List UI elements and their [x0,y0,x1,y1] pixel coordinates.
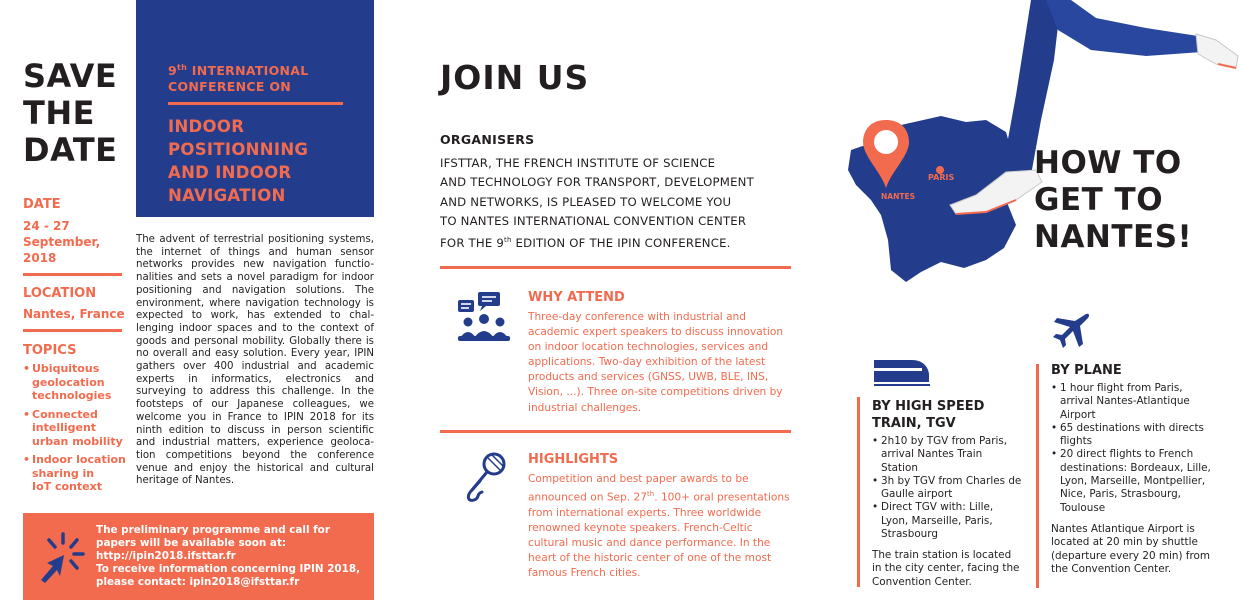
topic-item [23,453,129,494]
date-value [23,218,100,266]
save-word: SAVE [23,57,118,95]
how-to-get-heading [1034,145,1192,256]
how-to-line: GET TO [1034,182,1164,218]
date-line: September, [23,235,101,249]
date-line: 2018 [23,251,57,265]
organisers-line [440,231,792,253]
title-line: INDOOR [168,117,245,136]
organisers-text [440,154,792,253]
paris-label: PARIS [928,173,955,182]
organisers-fragment: FOR THE 9 [440,236,505,251]
programme-line: To receive information concerning IPIN 2018, [96,562,361,575]
programme-url[interactable]: http://ipin2018.ifsttar.fr [96,549,236,562]
train-heading [872,398,1022,432]
cursor-click-icon [33,530,88,585]
location-value: Nantes, France [23,307,125,321]
topic-item [23,362,129,403]
topic-line: • Indoor location [32,453,126,466]
divider [440,266,791,269]
train-accent-bar [857,397,860,587]
topic-line: geolocation [32,375,105,389]
topic-item [23,408,129,449]
programme-line: The preliminary programme and call for [96,524,330,536]
the-word: THE [23,94,95,132]
save-the-date-heading [23,58,118,169]
how-to-line: NANTES! [1034,219,1193,255]
edition-sup: th [177,63,188,72]
airplane-icon [1052,312,1090,350]
train-heading-line: BY HIGH SPEED [872,399,985,414]
join-us-heading: JOIN US [440,58,590,97]
highlights-sup: th [647,490,655,499]
train-list [872,435,1022,541]
train-icon [872,356,930,386]
edition-text: INTERNATIONAL [187,63,309,79]
topic-line: sharing in [32,466,95,480]
divider [168,102,343,105]
highlights-heading: HIGHLIGHTS [528,452,619,467]
topic-line: intelligent [32,421,97,434]
programme-text [96,524,368,589]
title-line: AND INDOOR [168,163,292,182]
microphone-icon [462,452,508,504]
train-heading-line: TRAIN, TGV [872,416,956,431]
plane-accent-bar [1036,364,1039,588]
why-attend-heading: WHY ATTEND [528,290,625,305]
topic-line: urban mobility [32,434,123,448]
train-note: The train station is located in the city center, facing the Convention Center. [872,549,1020,588]
list-item: • 20 direct flights to French destinations: Bordeaux, Lille, Lyon, Marseille, Montpellier, Nice, Paris, Strasbourg, Toulouse [1051,448,1216,514]
audience-presenter-icon [458,292,510,344]
plane-list [1051,382,1216,515]
organisers-heading: ORGANISERS [440,132,535,147]
organisers-fragment: EDITION OF THE IPIN CONFERENCE. [511,236,731,251]
list-item: • 2h10 by TGV from Paris, arrival Nantes Train Station [872,435,1022,475]
location-heading: LOCATION [23,286,97,301]
edition-number: 9 [168,63,177,79]
conference-title [168,115,368,207]
highlights-text [528,472,790,581]
nantes-label: NANTES [881,192,915,201]
divider [23,273,122,276]
topics-list [23,362,129,499]
topics-heading: TOPICS [23,343,77,358]
highlights-fragment: . 100+ oral presentations from international experts. Three worldwide renowned keynote speakers. French-Celtic cultural music and dance performance. In the heart of the historic center of one of the most famous French cities. [528,491,790,580]
how-to-line: HOW TO [1034,145,1182,181]
highlights-fragment: Competition and best paper awards to be announced on Sep. 27 [528,473,749,504]
title-line: POSITIONNING [168,140,309,159]
plane-note: Nantes Atlantique Airport is located at 20 min by shuttle (departure every 20 min) from the Convention Center. [1051,523,1210,575]
date-line: 24 - 27 [23,219,70,233]
divider [440,430,791,433]
topic-line: • Connected [32,407,98,421]
list-item: • 1 hour flight from Paris, arrival Nantes-Atlantique Airport [1051,382,1216,422]
edition-line: CONFERENCE ON [168,79,292,95]
organisers-line: IFSTTAR, THE FRENCH INSTITUTE OF SCIENCE [440,156,716,170]
organisers-line: AND TECHNOLOGY FOR TRANSPORT, DEVELOPMENT [440,175,754,190]
intro-paragraph: The advent of terrestrial positioning systems, the internet of things and human sensor networks provides new navigation functio-nalities and sets a novel paradigm for indoor positioning and navigation solutions. The environment, where navigation technology is expected to work, has extended to chal-lenging indoor spaces and to the context of goods and personal mobility. Globally there is no overall and easy solution. Every year, IPIN gathers over 400 industrial and academic experts in informatics, electronics and surveying to address this challenge. In the footsteps of our Japanese colleagues, we welcome you in France to IPIN 2018 for its ninth edition to discuss in person scientific and industrial matters, experience geoloca-tion competitions beyond the conference venue and enjoy the historical and cultural heritage of Nantes. [136,234,374,487]
organisers-line: AND NETWORKS, IS PLEASED TO WELCOME YOU [440,194,732,209]
date-word: DATE [23,131,118,169]
organisers-line: TO NANTES INTERNATIONAL CONVENTION CENTER [440,213,747,228]
list-item: • 3h by TGV from Charles de Gaulle airport [872,475,1022,502]
organisers-sup: th [504,236,512,245]
plane-heading: BY PLANE [1051,363,1122,378]
programme-line: papers will be available soon at: [96,536,287,549]
contact-email[interactable]: please contact: ipin2018@ifsttar.fr [96,575,300,588]
conference-edition [168,60,368,95]
topic-line: • Ubiquitous [32,362,100,375]
date-heading: DATE [23,197,61,212]
why-attend-text: Three-day conference with industrial and academic expert speakers to discuss innovation on indoor location technologies, services and applications. Two-day exhibition of the latest products and services (GNSS, UWB, BLE, INS, Vision, ...). Three on-site competitions driven by industrial challenges. [528,311,784,414]
topic-line: technologies [32,389,112,402]
divider [23,329,122,332]
list-item: • Direct TGV with: Lille, Lyon, Marseille, Paris, Strasbourg [872,501,1022,541]
list-item: • 65 destinations with directs flights [1051,422,1216,449]
title-line: NAVIGATION [168,186,286,205]
topic-line: IoT context [32,480,102,493]
edition-line [168,60,368,79]
